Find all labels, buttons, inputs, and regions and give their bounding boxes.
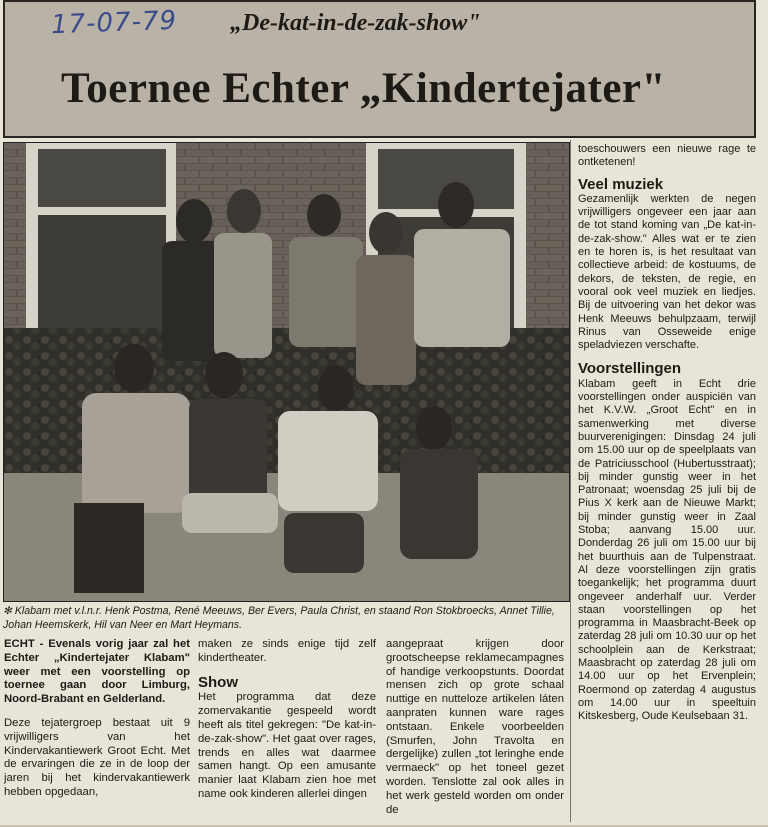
handwritten-date: 17-07-79 [50, 5, 178, 41]
column-1 [4, 638, 190, 810]
body-paragraph: aangepraat krijgen door grootscheepse reklamecampagnes of handige verkoopstunts. Doordat mensen zich op grote schaal nuttige en nutteloze artikelen láten aanpraten kunnen ware rages ontstaan. Enkele voorbeelden (Smurfen, John Travolta en dergelijke) zullen „tot leringhe ende vermaeck" op het toneel gezet worden. Tenslotte zal ook alles in het werk gesteld worden om onder de [386, 638, 564, 816]
body-paragraph: Het programma dat deze zomervakantie gespeeld wordt heeft als titel gekregen: "De kat-in-de-zak-show". Het gaat over rages, trends en alles wat daarmee samen hangt. Op een amusante manier laat Klabam zien hoe met name ook kinderen allerlei dingen [198, 691, 376, 800]
subhead-show: Show [198, 673, 238, 691]
headline-banner [3, 0, 756, 138]
column-3 [386, 638, 564, 827]
body-paragraph: maken ze sinds enige tijd zelf kindertheater. [198, 638, 376, 664]
lede-paragraph: ECHT - Evenals vorig jaar zal het Echter „Kindertejater Klabam" weer met een voorstelling op toernee gaan door Limburg, Noord-Brabant en Gelderland. [4, 638, 190, 706]
column-2 [198, 638, 376, 812]
group-photo [3, 142, 570, 602]
body-paragraph: toeschouwers een nieuwe rage te ontketenen! [578, 143, 756, 169]
body-paragraph: Deze tejatergroep bestaat uit 9 vrijwilligers van het Kindervakantiewerk Groot Echt. Met de ervaringen die ze in de loop der jaren bij het kindervakantiewerk hebben opgedaan, [4, 716, 190, 798]
headline: Toernee Echter „Kindertejater" [61, 65, 666, 112]
column-4 [578, 143, 756, 733]
body-paragraph: Klabam geeft in Echt drie voorstellingen onder auspiciën van het K.V.W. „Groot Echt" en in samenwerking met diverse buurverenigingen: Dinsdag 24 juli om 15.00 uur op de speelplaats van de Patriciusschool (Hubertusstraat); bij minder gunstig weer in het Patronaat; woensdag 25 juli bij de Pius X kerk aan de Nieuwe Markt; bij minder gunstig weer in Zaal Stoba; aanvang 15.00 uur. Donderdag 26 juli om 15.00 uur bij het buurthuis aan de Tulpenstraat. Al deze voorstellingen zijn gratis toegankelijk; het programma duurt ongeveer anderhalf uur. Verder staan voorstellingen op het programma in Maasbracht-Beek op zaterdag 28 juli om 10.30 uur op het schoolplein aan de Kerkstraat; Maasbracht op zaterdag 28 juli om 14.00 uur op het Ervenplein; Roermond op zaterdag 4 augustus om 14.00 uur in speeltuin Kitskesberg, Oude Keulsebaan 31. [578, 377, 756, 723]
subhead-veel-muziek: Veel muziek [578, 175, 664, 193]
body-paragraph: Gezamenlijk werkten de negen vrijwilligers ongeveer een jaar aan de tot stand koming van „De kat-in-de-zak-show." Alles wat er te zien en te horen is, is het resultaat van collectieve arbeid: de kostuums, de dekors, de teksten, de regie, en vooral ook veel muziek en liedjes. Bij de uitvoering van het dekor was Henk Meeuws behulpzaam, terwijl Rinus van Osseweide enige speladviezen verschafte. [578, 192, 756, 352]
photo-illustration [4, 143, 569, 601]
subhead-voorstellingen: Voorstellingen [578, 360, 682, 378]
photo-caption: ✻ Klabam met v.l.n.r. Henk Postma, René Meeuws, Ber Evers, Paula Christ, en staand Ron Stokbroecks, Annet Tillie, Johan Heemskerk, Hil van Neer en Mart Heymans. [3, 605, 555, 631]
kicker: „De-kat-in-de-zak-show" [230, 10, 481, 36]
column-divider [570, 140, 571, 822]
